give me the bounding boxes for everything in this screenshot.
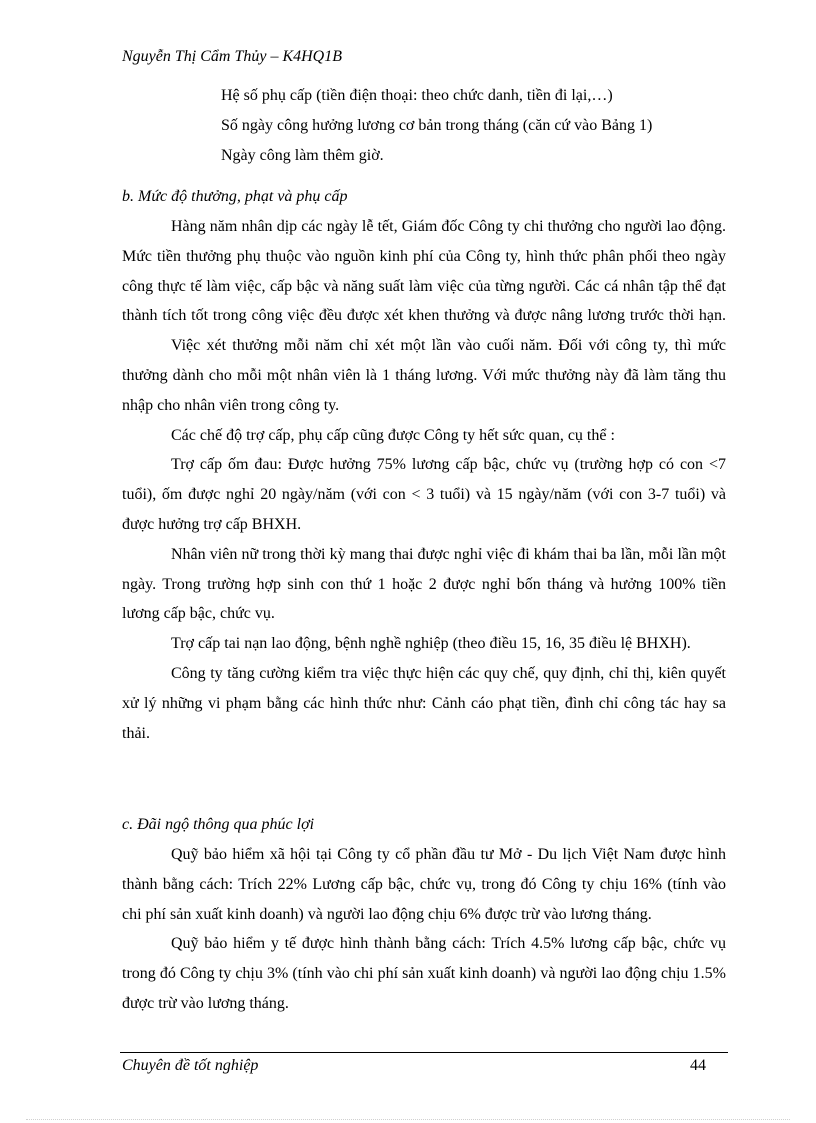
page-number: 44 [690, 1057, 706, 1074]
footer-divider [120, 1052, 728, 1053]
section-c-body [122, 840, 726, 1019]
paragraph: Việc xét thưởng mỗi năm chỉ xét một lần vào cuối năm. Đối với công ty, thì mức thưởng dành cho mỗi một nhân viên là 1 tháng lương. Với mức thưởng này đã làm tăng thu nhập cho nhân viên trong công ty. [122, 337, 726, 414]
paragraph: Quỹ bảo hiểm xã hội tại Công ty cổ phần đầu tư Mở - Du lịch Việt Nam được hình thành bằng cách: Trích 22% Lương cấp bậc, chức vụ, trong đó Công ty chịu 16% (tính vào chi phí sản xuất kinh doanh) và người lao động chịu 6% được trừ vào lương tháng. [122, 846, 726, 923]
list-item: Ngày công làm thêm giờ. [221, 147, 384, 164]
paragraph: Trợ cấp ốm đau: Được hưởng 75% lương cấp bậc, chức vụ (trường hợp có con <7 tuổi), ốm được nghỉ 20 ngày/năm (với con < 3 tuổi) và 15 ngày/năm (với con 3-7 tuổi) và được hưởng trợ cấp BHXH. [122, 456, 726, 533]
paragraph: Hàng năm nhân dịp các ngày lễ tết, Giám đốc Công ty chi thưởng cho người lao động. Mức tiền thưởng phụ thuộc vào nguồn kinh phí của Công ty, hình thức phân phối theo ngày công thực tế làm việc, cấp bậc và năng suất làm việc của từng người. Các cá nhân tập thể đạt thành tích tốt trong công việc đều được xét khen thưởng và được nâng lương trước thời hạn. [122, 218, 726, 325]
paragraph: Quỹ bảo hiểm y tế được hình thành bằng cách: Trích 4.5% lương cấp bậc, chức vụ trong đó Công ty chịu 3% (tính vào chi phí sản xuất kinh doanh) và người lao động chịu 1.5% được trừ vào lương tháng. [122, 935, 726, 1012]
list-item: Hệ số phụ cấp (tiền điện thoại: theo chức danh, tiền đi lại,…) [221, 87, 613, 104]
page-edge-divider [26, 1119, 790, 1120]
section-c-heading: c. Đãi ngộ thông qua phúc lợi [122, 816, 315, 833]
paragraph: Trợ cấp tai nạn lao động, bệnh nghề nghiệp (theo điều 15, 16, 35 điều lệ BHXH). [171, 635, 691, 653]
section-b-body [122, 212, 726, 748]
footer-title: Chuyên đề tốt nghiệp [122, 1057, 259, 1074]
list-item: Số ngày công hưởng lương cơ bản trong tháng (căn cứ vào Bảng 1) [221, 117, 653, 134]
page-header-author: Nguyễn Thị Cẩm Thủy – K4HQ1B [122, 48, 342, 65]
paragraph: Các chế độ trợ cấp, phụ cấp cũng được Công ty hết sức quan, cụ thể : [171, 426, 615, 444]
indented-list [221, 86, 741, 176]
section-b-heading: b. Mức độ thưởng, phạt và phụ cấp [122, 188, 348, 205]
paragraph: Nhân viên nữ trong thời kỳ mang thai được nghỉ việc đi khám thai ba lần, mỗi lần một ngày. Trong trường hợp sinh con thứ 1 hoặc 2 được nghỉ bốn tháng và hưởng 100% tiền lương cấp bậc, chức vụ. [122, 545, 726, 623]
paragraph: Công ty tăng cường kiểm tra việc thực hiện các quy chế, quy định, chỉ thị, kiên quyết xử lý những vi phạm bằng các hình thức như: Cảnh cáo phạt tiền, đình chỉ công tác hay sa thải. [122, 664, 726, 742]
